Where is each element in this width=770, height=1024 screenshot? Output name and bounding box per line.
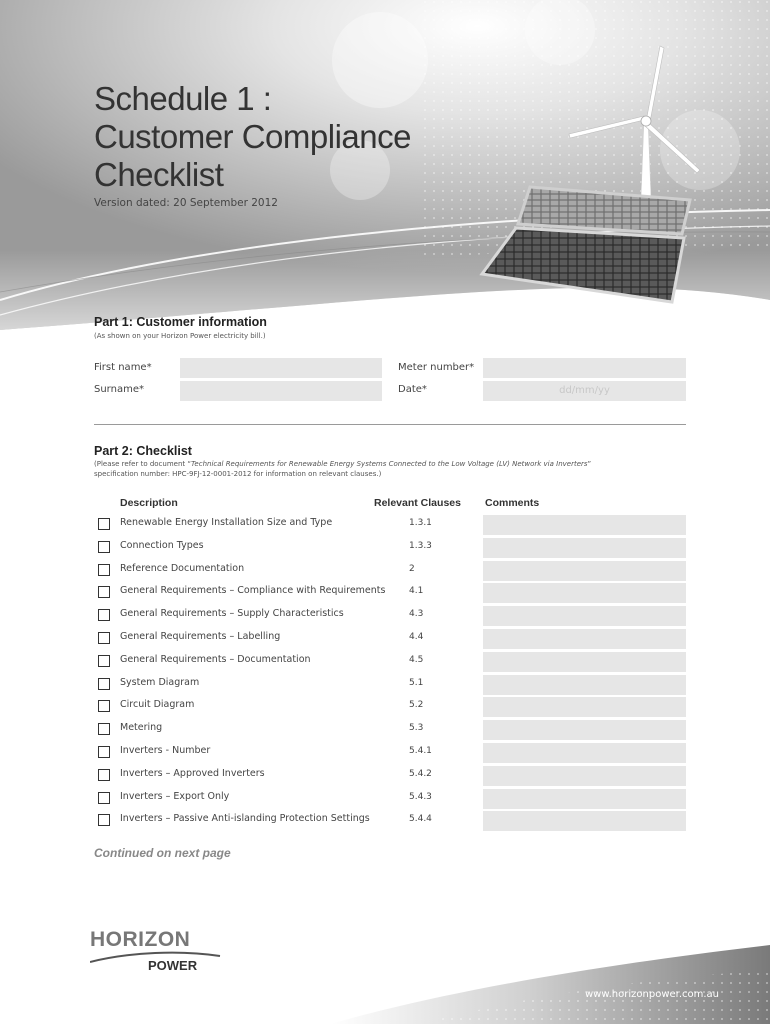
column-header-clauses: Relevant Clauses (374, 497, 461, 509)
row-comment-field[interactable] (483, 675, 686, 695)
row-clause: 4.3 (409, 609, 424, 620)
row-clause: 5.3 (409, 723, 424, 734)
checklist-row (94, 720, 686, 741)
row-description: Inverters – Export Only (120, 790, 230, 802)
checklist-row (94, 811, 686, 832)
row-checkbox[interactable] (98, 769, 110, 781)
row-description: Renewable Energy Installation Size and Type (120, 517, 333, 528)
meter-number-field[interactable] (483, 358, 686, 378)
title-line: Customer Compliance (94, 118, 411, 155)
checklist-row (94, 515, 686, 536)
row-checkbox[interactable] (98, 655, 110, 667)
row-checkbox[interactable] (98, 541, 110, 553)
row-checkbox[interactable] (98, 518, 110, 530)
surname-field[interactable] (180, 381, 382, 401)
row-checkbox[interactable] (98, 814, 110, 826)
row-checkbox[interactable] (98, 586, 110, 598)
part2-note (94, 459, 591, 469)
row-clause: 5.1 (409, 677, 424, 688)
row-clause: 1.3.1 (409, 518, 432, 528)
row-comment-field[interactable] (483, 561, 686, 581)
checklist-row (94, 743, 686, 764)
row-comment-field[interactable] (483, 811, 686, 831)
row-checkbox[interactable] (98, 723, 110, 735)
row-clause: 4.5 (409, 654, 424, 665)
horizon-power-logo (90, 928, 230, 978)
row-description: Circuit Diagram (120, 699, 195, 711)
checklist-row (94, 789, 686, 810)
first-name-field[interactable] (180, 358, 382, 378)
row-clause: 2 (409, 563, 415, 574)
website-url[interactable]: www.horizonpower.com.au (585, 989, 720, 1000)
row-clause: 5.4.2 (409, 768, 432, 779)
row-comment-field[interactable] (483, 766, 686, 786)
checklist-row (94, 538, 686, 559)
title-line: Schedule 1 : (94, 80, 272, 117)
date-label: Date* (398, 384, 427, 395)
row-clause: 5.4.4 (409, 814, 432, 825)
continued-note: Continued on next page (94, 846, 231, 860)
row-clause: 5.4.3 (409, 791, 432, 802)
checklist-row (94, 629, 686, 650)
checklist-row (94, 606, 686, 627)
row-checkbox[interactable] (98, 792, 110, 804)
column-header-description: Description (120, 497, 178, 509)
checklist-row (94, 675, 686, 696)
part2-heading: Part 2: Checklist (94, 444, 192, 458)
row-comment-field[interactable] (483, 538, 686, 558)
row-description: Metering (120, 722, 163, 734)
part1-note: (As shown on your Horizon Power electricity bill.) (94, 332, 266, 340)
column-header-comments: Comments (485, 497, 540, 509)
divider (94, 424, 686, 425)
part2-note-line2: specification number: HPC-9FJ-12-0001-2012 for information on relevant clauses.) (94, 470, 382, 478)
row-comment-field[interactable] (483, 629, 686, 649)
row-description: Reference Documentation (120, 562, 245, 574)
checklist-row (94, 697, 686, 718)
page-title (94, 80, 411, 194)
first-name-label: First name* (94, 362, 152, 373)
title-line: Checklist (94, 156, 224, 193)
row-checkbox[interactable] (98, 700, 110, 712)
row-comment-field[interactable] (483, 720, 686, 740)
row-description: System Diagram (120, 676, 200, 688)
row-checkbox[interactable] (98, 564, 110, 576)
part1-heading: Part 1: Customer information (94, 315, 267, 329)
row-checkbox[interactable] (98, 678, 110, 690)
row-checkbox[interactable] (98, 746, 110, 758)
row-clause: 1.3.3 (409, 540, 432, 551)
note-suffix: ” (587, 460, 592, 468)
logo-text-bottom: POWER (148, 958, 198, 973)
row-comment-field[interactable] (483, 652, 686, 672)
row-description: General Requirements – Supply Characteristics (120, 608, 344, 620)
meter-number-label: Meter number* (398, 362, 475, 373)
date-field[interactable]: dd/mm/yy (483, 381, 686, 401)
surname-label: Surname* (94, 384, 144, 395)
row-clause: 4.1 (409, 586, 424, 597)
row-description: Connection Types (120, 539, 204, 551)
row-description: General Requirements – Documentation (120, 653, 311, 665)
checklist-row (94, 652, 686, 673)
note-prefix: (Please refer to document “ (94, 460, 191, 468)
solar-panel-icon (478, 182, 693, 307)
row-description: General Requirements – Compliance with Requirements (120, 585, 386, 597)
row-description: Inverters - Number (120, 745, 211, 756)
wind-turbine-icon (560, 40, 710, 200)
row-clause: 5.2 (409, 700, 424, 711)
note-document-title: Technical Requirements for Renewable Energy Systems Connected to the Low Voltage (LV) Network via Inverters (191, 460, 588, 468)
row-comment-field[interactable] (483, 789, 686, 809)
logo-text-top: HORIZON (90, 928, 191, 951)
row-comment-field[interactable] (483, 606, 686, 626)
row-checkbox[interactable] (98, 609, 110, 621)
checklist-row (94, 561, 686, 582)
row-description: Inverters – Approved Inverters (120, 767, 265, 779)
row-comment-field[interactable] (483, 743, 686, 763)
version-date: Version dated: 20 September 2012 (94, 197, 278, 209)
row-comment-field[interactable] (483, 697, 686, 717)
row-checkbox[interactable] (98, 632, 110, 644)
row-comment-field[interactable] (483, 583, 686, 603)
row-comment-field[interactable] (483, 515, 686, 535)
row-clause: 5.4.1 (409, 746, 432, 756)
row-clause: 4.4 (409, 632, 424, 642)
checklist-row (94, 766, 686, 787)
checklist-row (94, 583, 686, 604)
row-description: General Requirements – Labelling (120, 631, 281, 642)
row-description: Inverters – Passive Anti-islanding Protection Settings (120, 813, 370, 825)
